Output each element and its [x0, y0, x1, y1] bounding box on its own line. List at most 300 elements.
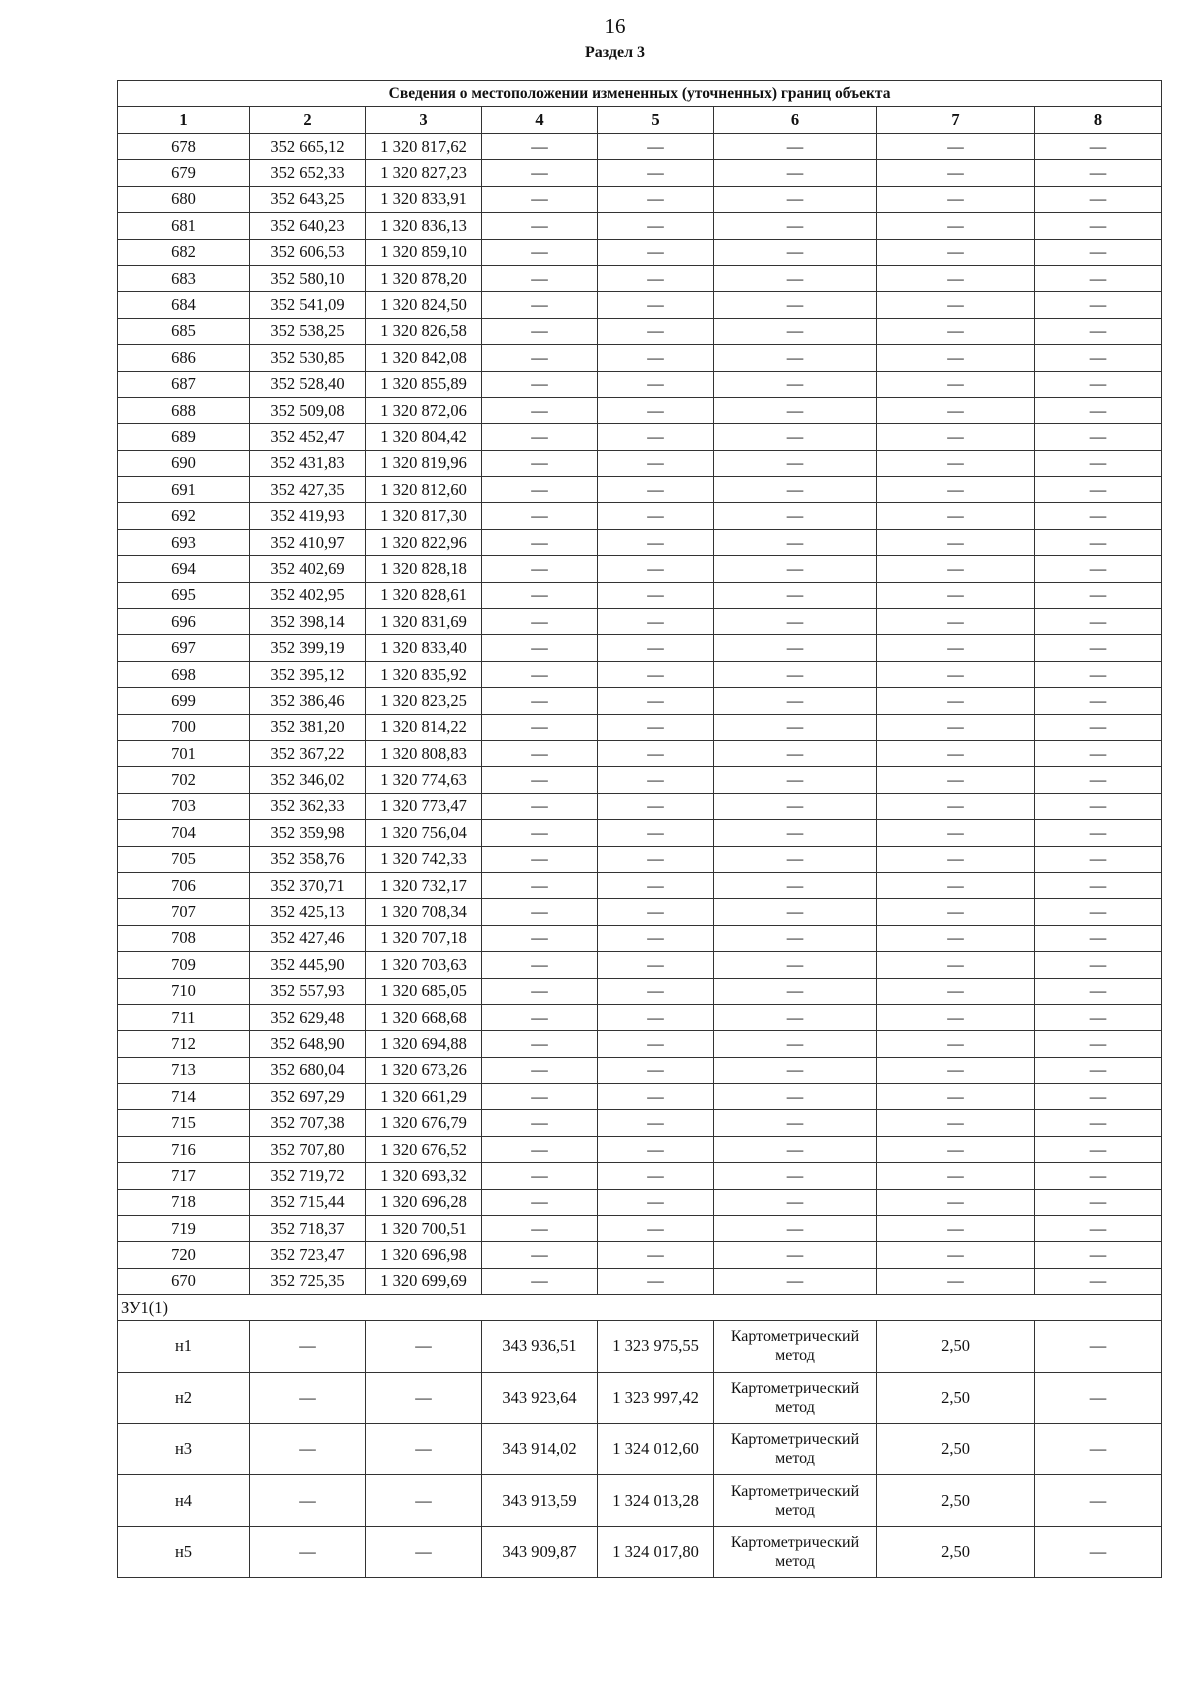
new-x-coordinate-cell: —: [482, 186, 598, 212]
method-cell: —: [714, 1189, 877, 1215]
x-coordinate-cell: 352 715,44: [250, 1189, 366, 1215]
new-x-coordinate-cell: —: [482, 292, 598, 318]
new-x-coordinate-cell: —: [482, 1216, 598, 1242]
x-coordinate-cell: 352 528,40: [250, 371, 366, 397]
column-number-7: 7: [877, 107, 1035, 134]
accuracy-cell: —: [877, 345, 1035, 371]
method-cell: —: [714, 529, 877, 555]
x-coordinate-cell: 352 640,23: [250, 213, 366, 239]
table-row: [118, 345, 1162, 371]
accuracy-cell: —: [877, 160, 1035, 186]
table-row: [118, 503, 1162, 529]
note-cell: —: [1035, 424, 1162, 450]
point-number-cell: 681: [118, 213, 250, 239]
method-cell: —: [714, 1031, 877, 1057]
new-y-coordinate-cell: 1 324 012,60: [598, 1423, 714, 1474]
note-cell: —: [1035, 1475, 1162, 1526]
point-number-cell: 679: [118, 160, 250, 186]
method-cell: —: [714, 160, 877, 186]
y-coordinate-cell: 1 320 694,88: [366, 1031, 482, 1057]
x-coordinate-cell: 352 402,95: [250, 582, 366, 608]
new-x-coordinate-cell: —: [482, 978, 598, 1004]
column-number-4: 4: [482, 107, 598, 134]
table-row: [118, 688, 1162, 714]
table-row: [118, 292, 1162, 318]
accuracy-cell: —: [877, 635, 1035, 661]
y-coordinate-cell: 1 320 833,40: [366, 635, 482, 661]
table-row: [118, 397, 1162, 423]
new-y-coordinate-cell: —: [598, 740, 714, 766]
point-number-cell: 699: [118, 688, 250, 714]
new-y-coordinate-cell: —: [598, 661, 714, 687]
y-coordinate-cell: 1 320 676,79: [366, 1110, 482, 1136]
new-x-coordinate-cell: —: [482, 1084, 598, 1110]
point-number-cell: 707: [118, 899, 250, 925]
y-coordinate-cell: 1 320 696,98: [366, 1242, 482, 1268]
column-number-8: 8: [1035, 107, 1162, 134]
new-x-coordinate-cell: —: [482, 661, 598, 687]
point-number-cell: н2: [118, 1372, 250, 1423]
accuracy-cell: —: [877, 556, 1035, 582]
table-row: [118, 872, 1162, 898]
note-cell: —: [1035, 1189, 1162, 1215]
x-coordinate-cell: 352 358,76: [250, 846, 366, 872]
note-cell: —: [1035, 265, 1162, 291]
x-coordinate-cell: 352 427,46: [250, 925, 366, 951]
new-y-coordinate-cell: —: [598, 925, 714, 951]
x-coordinate-cell: 352 652,33: [250, 160, 366, 186]
accuracy-cell: —: [877, 688, 1035, 714]
note-cell: —: [1035, 450, 1162, 476]
new-y-coordinate-cell: —: [598, 714, 714, 740]
new-x-coordinate-cell: —: [482, 1057, 598, 1083]
accuracy-cell: —: [877, 292, 1035, 318]
accuracy-cell: 2,50: [877, 1475, 1035, 1526]
table-row: [118, 371, 1162, 397]
table-row: [118, 529, 1162, 555]
column-number-2: 2: [250, 107, 366, 134]
method-cell: —: [714, 1084, 877, 1110]
table-row: [118, 925, 1162, 951]
y-coordinate-cell: 1 320 700,51: [366, 1216, 482, 1242]
point-number-cell: 680: [118, 186, 250, 212]
new-x-coordinate-cell: —: [482, 1004, 598, 1030]
new-y-coordinate-cell: —: [598, 213, 714, 239]
accuracy-cell: —: [877, 265, 1035, 291]
new-x-coordinate-cell: —: [482, 529, 598, 555]
method-cell: —: [714, 714, 877, 740]
x-coordinate-cell: 352 452,47: [250, 424, 366, 450]
new-y-coordinate-cell: —: [598, 450, 714, 476]
new-y-coordinate-cell: —: [598, 134, 714, 160]
point-number-cell: 698: [118, 661, 250, 687]
method-cell: —: [714, 846, 877, 872]
new-y-coordinate-cell: —: [598, 688, 714, 714]
y-coordinate-cell: 1 320 708,34: [366, 899, 482, 925]
method-cell: —: [714, 1110, 877, 1136]
table-row: [118, 186, 1162, 212]
new-x-coordinate-cell: —: [482, 556, 598, 582]
point-number-cell: 678: [118, 134, 250, 160]
new-y-coordinate-cell: —: [598, 1084, 714, 1110]
note-cell: —: [1035, 952, 1162, 978]
note-cell: —: [1035, 714, 1162, 740]
new-y-coordinate-cell: 1 323 975,55: [598, 1321, 714, 1372]
method-cell: —: [714, 899, 877, 925]
y-coordinate-cell: 1 320 699,69: [366, 1268, 482, 1294]
point-number-cell: 682: [118, 239, 250, 265]
table-row: [118, 820, 1162, 846]
point-number-cell: 711: [118, 1004, 250, 1030]
new-x-coordinate-cell: 343 909,87: [482, 1526, 598, 1577]
new-x-coordinate-cell: —: [482, 714, 598, 740]
x-coordinate-cell: 352 427,35: [250, 477, 366, 503]
method-cell: —: [714, 925, 877, 951]
note-cell: —: [1035, 345, 1162, 371]
x-coordinate-cell: —: [250, 1423, 366, 1474]
y-coordinate-cell: 1 320 831,69: [366, 609, 482, 635]
new-x-coordinate-cell: —: [482, 160, 598, 186]
point-number-cell: 686: [118, 345, 250, 371]
accuracy-cell: —: [877, 1084, 1035, 1110]
accuracy-cell: —: [877, 714, 1035, 740]
note-cell: —: [1035, 239, 1162, 265]
point-number-cell: 706: [118, 872, 250, 898]
column-number-3: 3: [366, 107, 482, 134]
accuracy-cell: —: [877, 793, 1035, 819]
accuracy-cell: —: [877, 872, 1035, 898]
y-coordinate-cell: 1 320 696,28: [366, 1189, 482, 1215]
method-cell: —: [714, 397, 877, 423]
new-x-coordinate-cell: 343 923,64: [482, 1372, 598, 1423]
new-x-coordinate-cell: —: [482, 740, 598, 766]
new-y-coordinate-cell: —: [598, 186, 714, 212]
table-row: [118, 1423, 1162, 1474]
new-x-coordinate-cell: 343 936,51: [482, 1321, 598, 1372]
accuracy-cell: —: [877, 820, 1035, 846]
new-x-coordinate-cell: —: [482, 213, 598, 239]
y-coordinate-cell: 1 320 732,17: [366, 872, 482, 898]
table-row: [118, 661, 1162, 687]
method-cell: —: [714, 767, 877, 793]
new-x-coordinate-cell: —: [482, 1031, 598, 1057]
x-coordinate-cell: 352 538,25: [250, 318, 366, 344]
new-x-coordinate-cell: —: [482, 450, 598, 476]
table-row: [118, 1372, 1162, 1423]
method-cell: —: [714, 556, 877, 582]
y-coordinate-cell: 1 320 812,60: [366, 477, 482, 503]
new-y-coordinate-cell: —: [598, 1242, 714, 1268]
note-cell: —: [1035, 661, 1162, 687]
table-row: [118, 767, 1162, 793]
table-row: [118, 1084, 1162, 1110]
x-coordinate-cell: 352 370,71: [250, 872, 366, 898]
method-cell: —: [714, 186, 877, 212]
point-number-cell: 713: [118, 1057, 250, 1083]
note-cell: —: [1035, 1110, 1162, 1136]
y-coordinate-cell: 1 320 756,04: [366, 820, 482, 846]
x-coordinate-cell: 352 346,02: [250, 767, 366, 793]
note-cell: —: [1035, 1268, 1162, 1294]
point-number-cell: 688: [118, 397, 250, 423]
x-coordinate-cell: —: [250, 1475, 366, 1526]
accuracy-cell: —: [877, 450, 1035, 476]
table-row: [118, 318, 1162, 344]
y-coordinate-cell: 1 320 828,61: [366, 582, 482, 608]
table-row: [118, 978, 1162, 1004]
accuracy-cell: —: [877, 1031, 1035, 1057]
y-coordinate-cell: 1 320 822,96: [366, 529, 482, 555]
new-y-coordinate-cell: —: [598, 793, 714, 819]
x-coordinate-cell: 352 606,53: [250, 239, 366, 265]
accuracy-cell: —: [877, 952, 1035, 978]
new-y-coordinate-cell: —: [598, 872, 714, 898]
y-coordinate-cell: 1 320 676,52: [366, 1136, 482, 1162]
method-cell: —: [714, 978, 877, 1004]
table-row: [118, 1475, 1162, 1526]
x-coordinate-cell: 352 557,93: [250, 978, 366, 1004]
table-row: [118, 424, 1162, 450]
page-number: 16: [604, 14, 626, 38]
new-y-coordinate-cell: —: [598, 1136, 714, 1162]
note-cell: —: [1035, 872, 1162, 898]
method-cell: —: [714, 582, 877, 608]
point-number-cell: н4: [118, 1475, 250, 1526]
table-row: [118, 899, 1162, 925]
note-cell: —: [1035, 1242, 1162, 1268]
point-number-cell: 709: [118, 952, 250, 978]
x-coordinate-cell: 352 410,97: [250, 529, 366, 555]
table-row: [118, 1136, 1162, 1162]
point-number-cell: 689: [118, 424, 250, 450]
point-number-cell: 690: [118, 450, 250, 476]
new-y-coordinate-cell: —: [598, 767, 714, 793]
new-y-coordinate-cell: —: [598, 397, 714, 423]
method-cell: —: [714, 477, 877, 503]
accuracy-cell: 2,50: [877, 1372, 1035, 1423]
method-cell: —: [714, 213, 877, 239]
note-cell: —: [1035, 503, 1162, 529]
accuracy-cell: —: [877, 529, 1035, 555]
table-row: [118, 582, 1162, 608]
column-number-5: 5: [598, 107, 714, 134]
x-coordinate-cell: 352 580,10: [250, 265, 366, 291]
new-y-coordinate-cell: —: [598, 265, 714, 291]
new-y-coordinate-cell: —: [598, 292, 714, 318]
table-row: [118, 609, 1162, 635]
point-number-cell: 693: [118, 529, 250, 555]
x-coordinate-cell: —: [250, 1526, 366, 1577]
point-number-cell: 720: [118, 1242, 250, 1268]
y-coordinate-cell: 1 320 703,63: [366, 952, 482, 978]
accuracy-cell: —: [877, 1268, 1035, 1294]
accuracy-cell: —: [877, 978, 1035, 1004]
new-y-coordinate-cell: —: [598, 1110, 714, 1136]
new-y-coordinate-cell: 1 324 017,80: [598, 1526, 714, 1577]
table-row: [118, 239, 1162, 265]
accuracy-cell: —: [877, 213, 1035, 239]
x-coordinate-cell: 352 395,12: [250, 661, 366, 687]
new-x-coordinate-cell: —: [482, 1242, 598, 1268]
x-coordinate-cell: 352 629,48: [250, 1004, 366, 1030]
new-y-coordinate-cell: —: [598, 160, 714, 186]
table-row: [118, 1189, 1162, 1215]
accuracy-cell: —: [877, 134, 1035, 160]
x-coordinate-cell: 352 725,35: [250, 1268, 366, 1294]
new-x-coordinate-cell: —: [482, 1110, 598, 1136]
y-coordinate-cell: 1 320 742,33: [366, 846, 482, 872]
accuracy-cell: —: [877, 767, 1035, 793]
new-y-coordinate-cell: —: [598, 978, 714, 1004]
new-y-coordinate-cell: —: [598, 1057, 714, 1083]
new-y-coordinate-cell: —: [598, 529, 714, 555]
note-cell: —: [1035, 609, 1162, 635]
note-cell: —: [1035, 1526, 1162, 1577]
point-number-cell: 715: [118, 1110, 250, 1136]
x-coordinate-cell: 352 723,47: [250, 1242, 366, 1268]
accuracy-cell: —: [877, 503, 1035, 529]
x-coordinate-cell: 352 445,90: [250, 952, 366, 978]
table-row: [118, 134, 1162, 160]
table-row: [118, 213, 1162, 239]
new-x-coordinate-cell: —: [482, 397, 598, 423]
new-y-coordinate-cell: —: [598, 503, 714, 529]
table-row: [118, 793, 1162, 819]
accuracy-cell: —: [877, 239, 1035, 265]
new-x-coordinate-cell: —: [482, 846, 598, 872]
point-number-cell: 704: [118, 820, 250, 846]
x-coordinate-cell: 352 718,37: [250, 1216, 366, 1242]
y-coordinate-cell: 1 320 872,06: [366, 397, 482, 423]
point-number-cell: 716: [118, 1136, 250, 1162]
y-coordinate-cell: 1 320 824,50: [366, 292, 482, 318]
y-coordinate-cell: 1 320 814,22: [366, 714, 482, 740]
y-coordinate-cell: 1 320 836,13: [366, 213, 482, 239]
point-number-cell: н1: [118, 1321, 250, 1372]
method-cell: —: [714, 872, 877, 898]
y-coordinate-cell: 1 320 842,08: [366, 345, 482, 371]
x-coordinate-cell: 352 643,25: [250, 186, 366, 212]
method-cell: —: [714, 1163, 877, 1189]
table-row: [118, 1321, 1162, 1372]
accuracy-cell: —: [877, 477, 1035, 503]
new-y-coordinate-cell: —: [598, 424, 714, 450]
new-x-coordinate-cell: —: [482, 134, 598, 160]
method-cell: —: [714, 1268, 877, 1294]
new-x-coordinate-cell: —: [482, 582, 598, 608]
accuracy-cell: —: [877, 1242, 1035, 1268]
note-cell: —: [1035, 925, 1162, 951]
x-coordinate-cell: 352 541,09: [250, 292, 366, 318]
point-number-cell: 687: [118, 371, 250, 397]
point-number-cell: 697: [118, 635, 250, 661]
point-number-cell: 701: [118, 740, 250, 766]
y-coordinate-cell: 1 320 828,18: [366, 556, 482, 582]
x-coordinate-cell: 352 398,14: [250, 609, 366, 635]
point-number-cell: 714: [118, 1084, 250, 1110]
accuracy-cell: —: [877, 582, 1035, 608]
method-cell: —: [714, 450, 877, 476]
y-coordinate-cell: 1 320 668,68: [366, 1004, 482, 1030]
y-coordinate-cell: 1 320 835,92: [366, 661, 482, 687]
y-coordinate-cell: 1 320 808,83: [366, 740, 482, 766]
table-row: [118, 740, 1162, 766]
note-cell: —: [1035, 160, 1162, 186]
note-cell: —: [1035, 213, 1162, 239]
new-x-coordinate-cell: —: [482, 635, 598, 661]
new-x-coordinate-cell: —: [482, 688, 598, 714]
accuracy-cell: 2,50: [877, 1321, 1035, 1372]
table-row: [118, 1242, 1162, 1268]
note-cell: —: [1035, 1031, 1162, 1057]
note-cell: —: [1035, 1321, 1162, 1372]
table-row: [118, 1057, 1162, 1083]
note-cell: —: [1035, 318, 1162, 344]
note-cell: —: [1035, 899, 1162, 925]
new-x-coordinate-cell: —: [482, 925, 598, 951]
method-cell: —: [714, 661, 877, 687]
new-x-coordinate-cell: —: [482, 899, 598, 925]
y-coordinate-cell: 1 320 826,58: [366, 318, 482, 344]
new-x-coordinate-cell: —: [482, 793, 598, 819]
accuracy-cell: —: [877, 899, 1035, 925]
new-y-coordinate-cell: —: [598, 820, 714, 846]
y-coordinate-cell: 1 320 817,30: [366, 503, 482, 529]
new-y-coordinate-cell: —: [598, 609, 714, 635]
new-x-coordinate-cell: —: [482, 872, 598, 898]
column-number-6: 6: [714, 107, 877, 134]
new-x-coordinate-cell: —: [482, 1268, 598, 1294]
y-coordinate-cell: 1 320 833,91: [366, 186, 482, 212]
accuracy-cell: —: [877, 318, 1035, 344]
table-row: [118, 635, 1162, 661]
new-y-coordinate-cell: —: [598, 556, 714, 582]
note-cell: —: [1035, 820, 1162, 846]
table-row: [118, 556, 1162, 582]
method-cell: —: [714, 740, 877, 766]
y-coordinate-cell: —: [366, 1526, 482, 1577]
new-x-coordinate-cell: —: [482, 424, 598, 450]
method-cell: —: [714, 609, 877, 635]
point-number-cell: 718: [118, 1189, 250, 1215]
note-cell: —: [1035, 978, 1162, 1004]
method-cell: —: [714, 688, 877, 714]
method-cell: —: [714, 1057, 877, 1083]
y-coordinate-cell: —: [366, 1372, 482, 1423]
y-coordinate-cell: 1 320 673,26: [366, 1057, 482, 1083]
method-cell: —: [714, 820, 877, 846]
new-x-coordinate-cell: —: [482, 1136, 598, 1162]
x-coordinate-cell: 352 386,46: [250, 688, 366, 714]
accuracy-cell: 2,50: [877, 1526, 1035, 1577]
point-number-cell: 712: [118, 1031, 250, 1057]
x-coordinate-cell: 352 707,80: [250, 1136, 366, 1162]
new-y-coordinate-cell: —: [598, 477, 714, 503]
table-row: [118, 1004, 1162, 1030]
accuracy-cell: —: [877, 740, 1035, 766]
y-coordinate-cell: 1 320 817,62: [366, 134, 482, 160]
x-coordinate-cell: 352 419,93: [250, 503, 366, 529]
point-number-cell: 710: [118, 978, 250, 1004]
note-cell: —: [1035, 134, 1162, 160]
coordinates-table: [117, 80, 1162, 1578]
table-row: [118, 1031, 1162, 1057]
x-coordinate-cell: 352 697,29: [250, 1084, 366, 1110]
point-number-cell: 692: [118, 503, 250, 529]
method-cell: —: [714, 424, 877, 450]
method-cell: —: [714, 239, 877, 265]
note-cell: —: [1035, 397, 1162, 423]
